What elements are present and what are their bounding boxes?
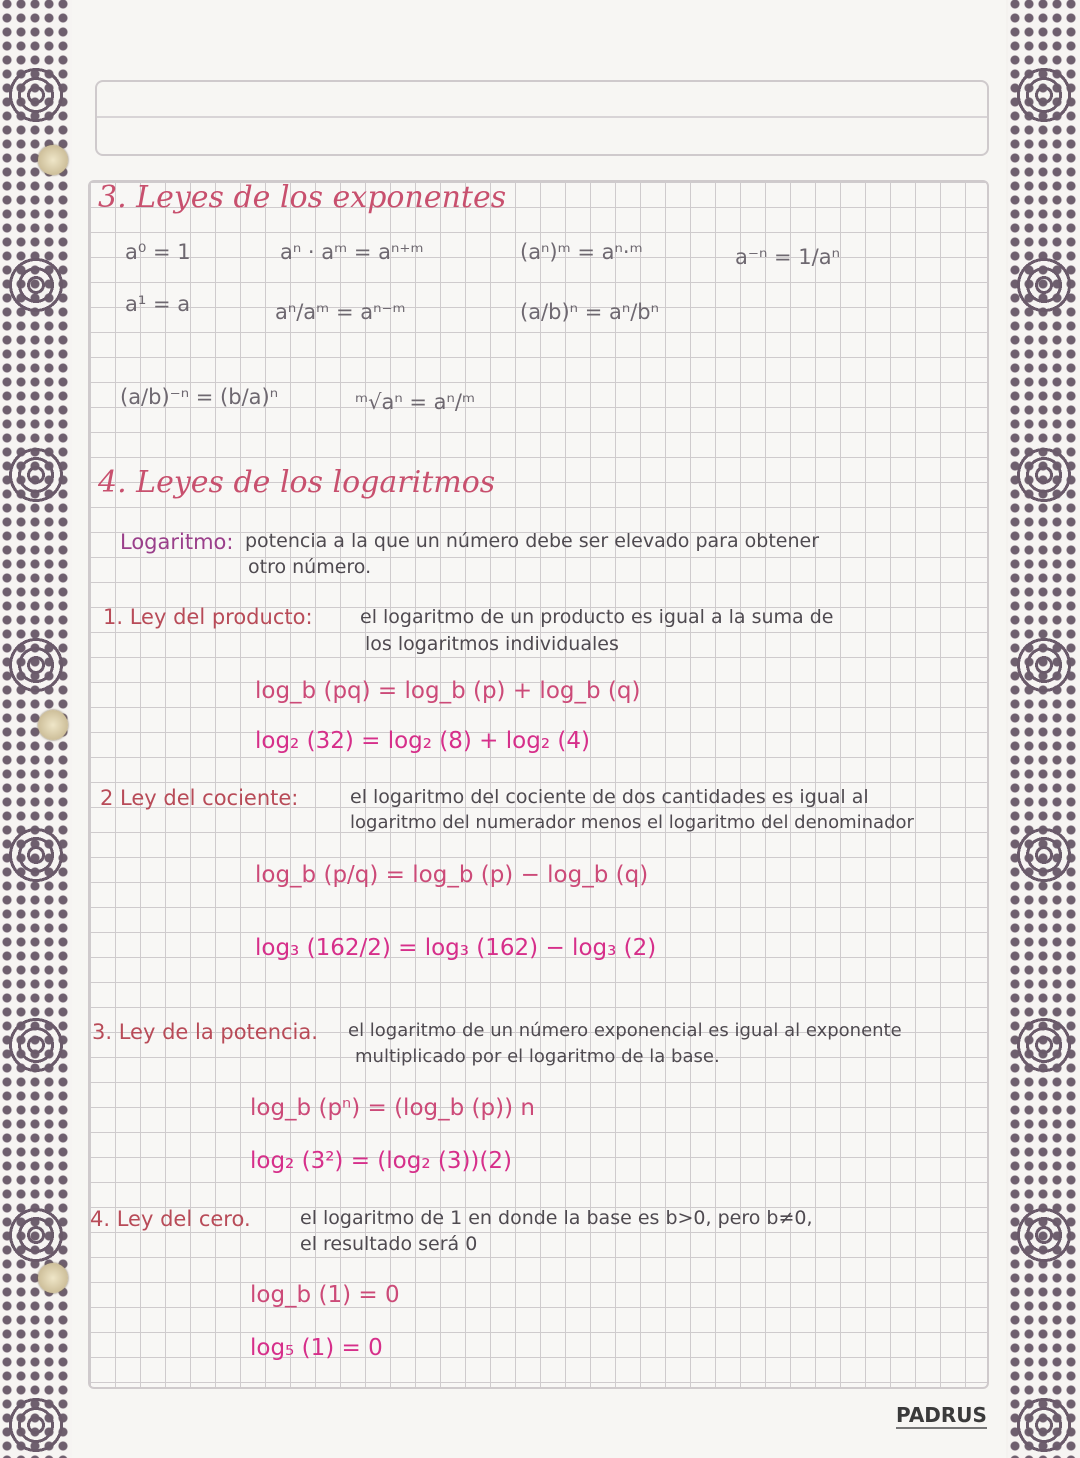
- law-text: el resultado será 0: [300, 1233, 478, 1255]
- formula: a⁰ = 1: [125, 240, 191, 264]
- binder-hole: [38, 1263, 68, 1293]
- formula: (a/b)⁻ⁿ = (b/a)ⁿ: [120, 385, 279, 409]
- law-text: multiplicado por el logaritmo de la base.: [355, 1046, 720, 1067]
- law-example: log₂ (3²) = (log₂ (3))(2): [250, 1148, 512, 1174]
- brand-logo: PADRUS: [896, 1403, 987, 1427]
- law-formula: log_b (1) = 0: [250, 1282, 400, 1308]
- definition-label: Logaritmo:: [120, 530, 234, 554]
- law-label: 3. Ley de la potencia.: [92, 1020, 318, 1044]
- formula: aⁿ/aᵐ = aⁿ⁻ᵐ: [275, 300, 406, 324]
- law-example: log₅ (1) = 0: [250, 1335, 383, 1361]
- header-box: [95, 80, 989, 156]
- law-formula: log_b (pq) = log_b (p) + log_b (q): [255, 678, 641, 704]
- definition-text: potencia a la que un número debe ser elevado para obtener: [245, 530, 820, 552]
- law-text: el logaritmo de 1 en donde la base es b>0, pero b≠0,: [300, 1207, 813, 1229]
- formula: a⁻ⁿ = 1/aⁿ: [735, 245, 840, 269]
- law-label: 1. Ley del producto:: [103, 605, 313, 629]
- definition-text: otro número.: [248, 556, 372, 578]
- law-text: el logaritmo de un producto es igual a la suma de: [360, 606, 834, 628]
- law-formula: log_b (pⁿ) = (log_b (p)) n: [250, 1095, 535, 1121]
- law-text: el logaritmo de un número exponencial es igual al exponente: [348, 1020, 902, 1041]
- formula: a¹ = a: [125, 292, 191, 316]
- section-title-logarithms: 4. Leyes de los logaritmos: [98, 465, 496, 500]
- formula: (aⁿ)ᵐ = aⁿ·ᵐ: [520, 240, 643, 264]
- law-example: log₂ (32) = log₂ (8) + log₂ (4): [255, 728, 590, 754]
- law-text: el logaritmo del cociente de dos cantidades es igual al: [350, 786, 869, 808]
- law-formula: log_b (p/q) = log_b (p) − log_b (q): [255, 862, 649, 888]
- formula: ᵐ√aⁿ = aⁿ/ᵐ: [355, 390, 476, 414]
- binder-hole: [38, 710, 68, 740]
- decorative-border-right: [1008, 0, 1080, 1458]
- law-text: logaritmo del numerador menos el logaritmo del denominador: [350, 812, 914, 833]
- law-text: los logaritmos individuales: [365, 633, 619, 655]
- section-title-exponents: 3. Leyes de los exponentes: [98, 180, 507, 215]
- law-example: log₃ (162/2) = log₃ (162) − log₃ (2): [255, 935, 657, 961]
- law-label: 4. Ley del cero.: [90, 1207, 251, 1231]
- binder-hole: [38, 145, 68, 175]
- law-label: 2 Ley del cociente:: [100, 786, 299, 810]
- formula: aⁿ · aᵐ = aⁿ⁺ᵐ: [280, 240, 424, 264]
- formula: (a/b)ⁿ = aⁿ/bⁿ: [520, 300, 659, 324]
